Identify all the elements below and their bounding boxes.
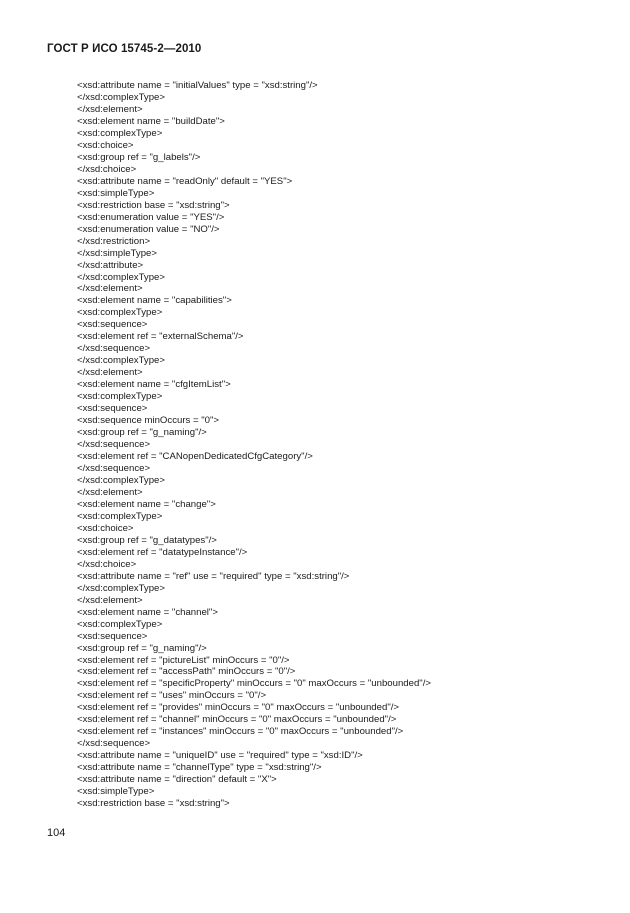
code-line: <xsd:element ref = "externalSchema"/>	[77, 331, 244, 343]
page-number: 104	[47, 827, 66, 839]
code-line: <xsd:element name = "change">	[77, 498, 216, 510]
code-line: </xsd:attribute>	[77, 259, 144, 271]
code-line: <xsd:choice>	[77, 139, 134, 151]
code-line: <xsd:attribute name = "ref" use = "required" type = "xsd:string"/>	[77, 570, 350, 582]
document-header: ГОСТ Р ИСО 15745-2—2010	[47, 43, 202, 55]
code-line: <xsd:attribute name = "uniqueID" use = "required" type = "xsd:ID"/>	[77, 750, 363, 762]
code-line: <xsd:element name = "cfgItemList">	[77, 379, 231, 391]
code-line: <xsd:element ref = "channel" minOccurs = "0" maxOccurs = "unbounded"/>	[77, 714, 397, 726]
code-line: </xsd:sequence>	[77, 463, 151, 474]
code-line: <xsd:attribute name = "direction" default = "X">	[77, 774, 277, 786]
code-line: <xsd:attribute name = "initialValues" type = "xsd:string"/>	[77, 80, 318, 91]
code-line: <xsd:group ref = "g_datatypes"/>	[77, 534, 217, 546]
code-line: <xsd:restriction base = "xsd:string">	[77, 798, 230, 810]
code-line: <xsd:element ref = "specificProperty" minOccurs = "0" maxOccurs = "unbounded"/>	[77, 678, 431, 690]
code-line: <xsd:element name = "buildDate">	[77, 115, 225, 127]
code-line: <xsd:element ref = "pictureList" minOccurs = "0"/>	[77, 654, 290, 666]
code-line: <xsd:element ref = "instances" minOccurs = "0" maxOccurs = "unbounded"/>	[77, 726, 404, 738]
code-line: <xsd:restriction base = "xsd:string">	[77, 199, 230, 211]
code-line: </xsd:complexType>	[77, 91, 165, 103]
code-line: <xsd:simpleType>	[77, 187, 155, 199]
code-line: <xsd:sequence>	[77, 403, 148, 415]
code-line: <xsd:attribute name = "readOnly" default = "YES">	[77, 175, 293, 187]
code-line: </xsd:element>	[77, 283, 143, 295]
code-line: <xsd:enumeration value = "YES"/>	[77, 211, 225, 223]
xsd-code-listing	[77, 80, 431, 810]
code-line: <xsd:attribute name = "channelType" type = "xsd:string"/>	[77, 762, 322, 774]
code-line: <xsd:complexType>	[77, 127, 163, 139]
code-line: <xsd:group ref = "g_labels"/>	[77, 151, 201, 163]
code-line: </xsd:simpleType>	[77, 247, 157, 259]
code-line: </xsd:sequence>	[77, 343, 151, 355]
code-line: <xsd:element name = "channel">	[77, 606, 218, 618]
code-line: <xsd:element ref = "datatypeInstance"/>	[77, 546, 248, 558]
code-line: <xsd:simpleType>	[77, 786, 155, 798]
code-line: </xsd:element>	[77, 103, 143, 115]
code-line: <xsd:sequence>	[77, 630, 148, 642]
code-line: <xsd:complexType>	[77, 391, 163, 403]
code-line: <xsd:sequence>	[77, 319, 148, 331]
code-line: <xsd:element ref = "uses" minOccurs = "0"/>	[77, 690, 267, 702]
code-line: <xsd:element ref = "accessPath" minOccurs = "0"/>	[77, 666, 296, 678]
code-line: <xsd:complexType>	[77, 618, 163, 630]
code-line: </xsd:complexType>	[77, 474, 165, 486]
code-line: <xsd:element ref = "CANopenDedicatedCfgCategory"/>	[77, 451, 313, 463]
code-line: <xsd:group ref = "g_naming"/>	[77, 642, 207, 654]
code-line: <xsd:complexType>	[77, 307, 163, 319]
code-line: </xsd:sequence>	[77, 439, 151, 451]
code-line: </xsd:restriction>	[77, 235, 151, 247]
code-line: <xsd:choice>	[77, 522, 134, 534]
code-line: </xsd:choice>	[77, 163, 137, 175]
code-line: <xsd:element name = "capabilities">	[77, 295, 232, 307]
code-line: <xsd:sequence minOccurs = "0">	[77, 415, 219, 427]
code-line: <xsd:element ref = "provides" minOccurs = "0" maxOccurs = "unbounded"/>	[77, 702, 399, 714]
code-line: </xsd:sequence>	[77, 738, 151, 750]
code-line: </xsd:complexType>	[77, 271, 165, 283]
code-line: </xsd:element>	[77, 367, 143, 379]
code-line: </xsd:choice>	[77, 558, 137, 570]
code-line: </xsd:element>	[77, 486, 143, 498]
code-line: </xsd:complexType>	[77, 582, 165, 594]
code-line: </xsd:element>	[77, 594, 143, 606]
code-line: <xsd:complexType>	[77, 510, 163, 522]
code-line: <xsd:enumeration value = "NO"/>	[77, 223, 220, 235]
code-line: <xsd:group ref = "g_naming"/>	[77, 427, 207, 439]
code-line: </xsd:complexType>	[77, 355, 165, 367]
